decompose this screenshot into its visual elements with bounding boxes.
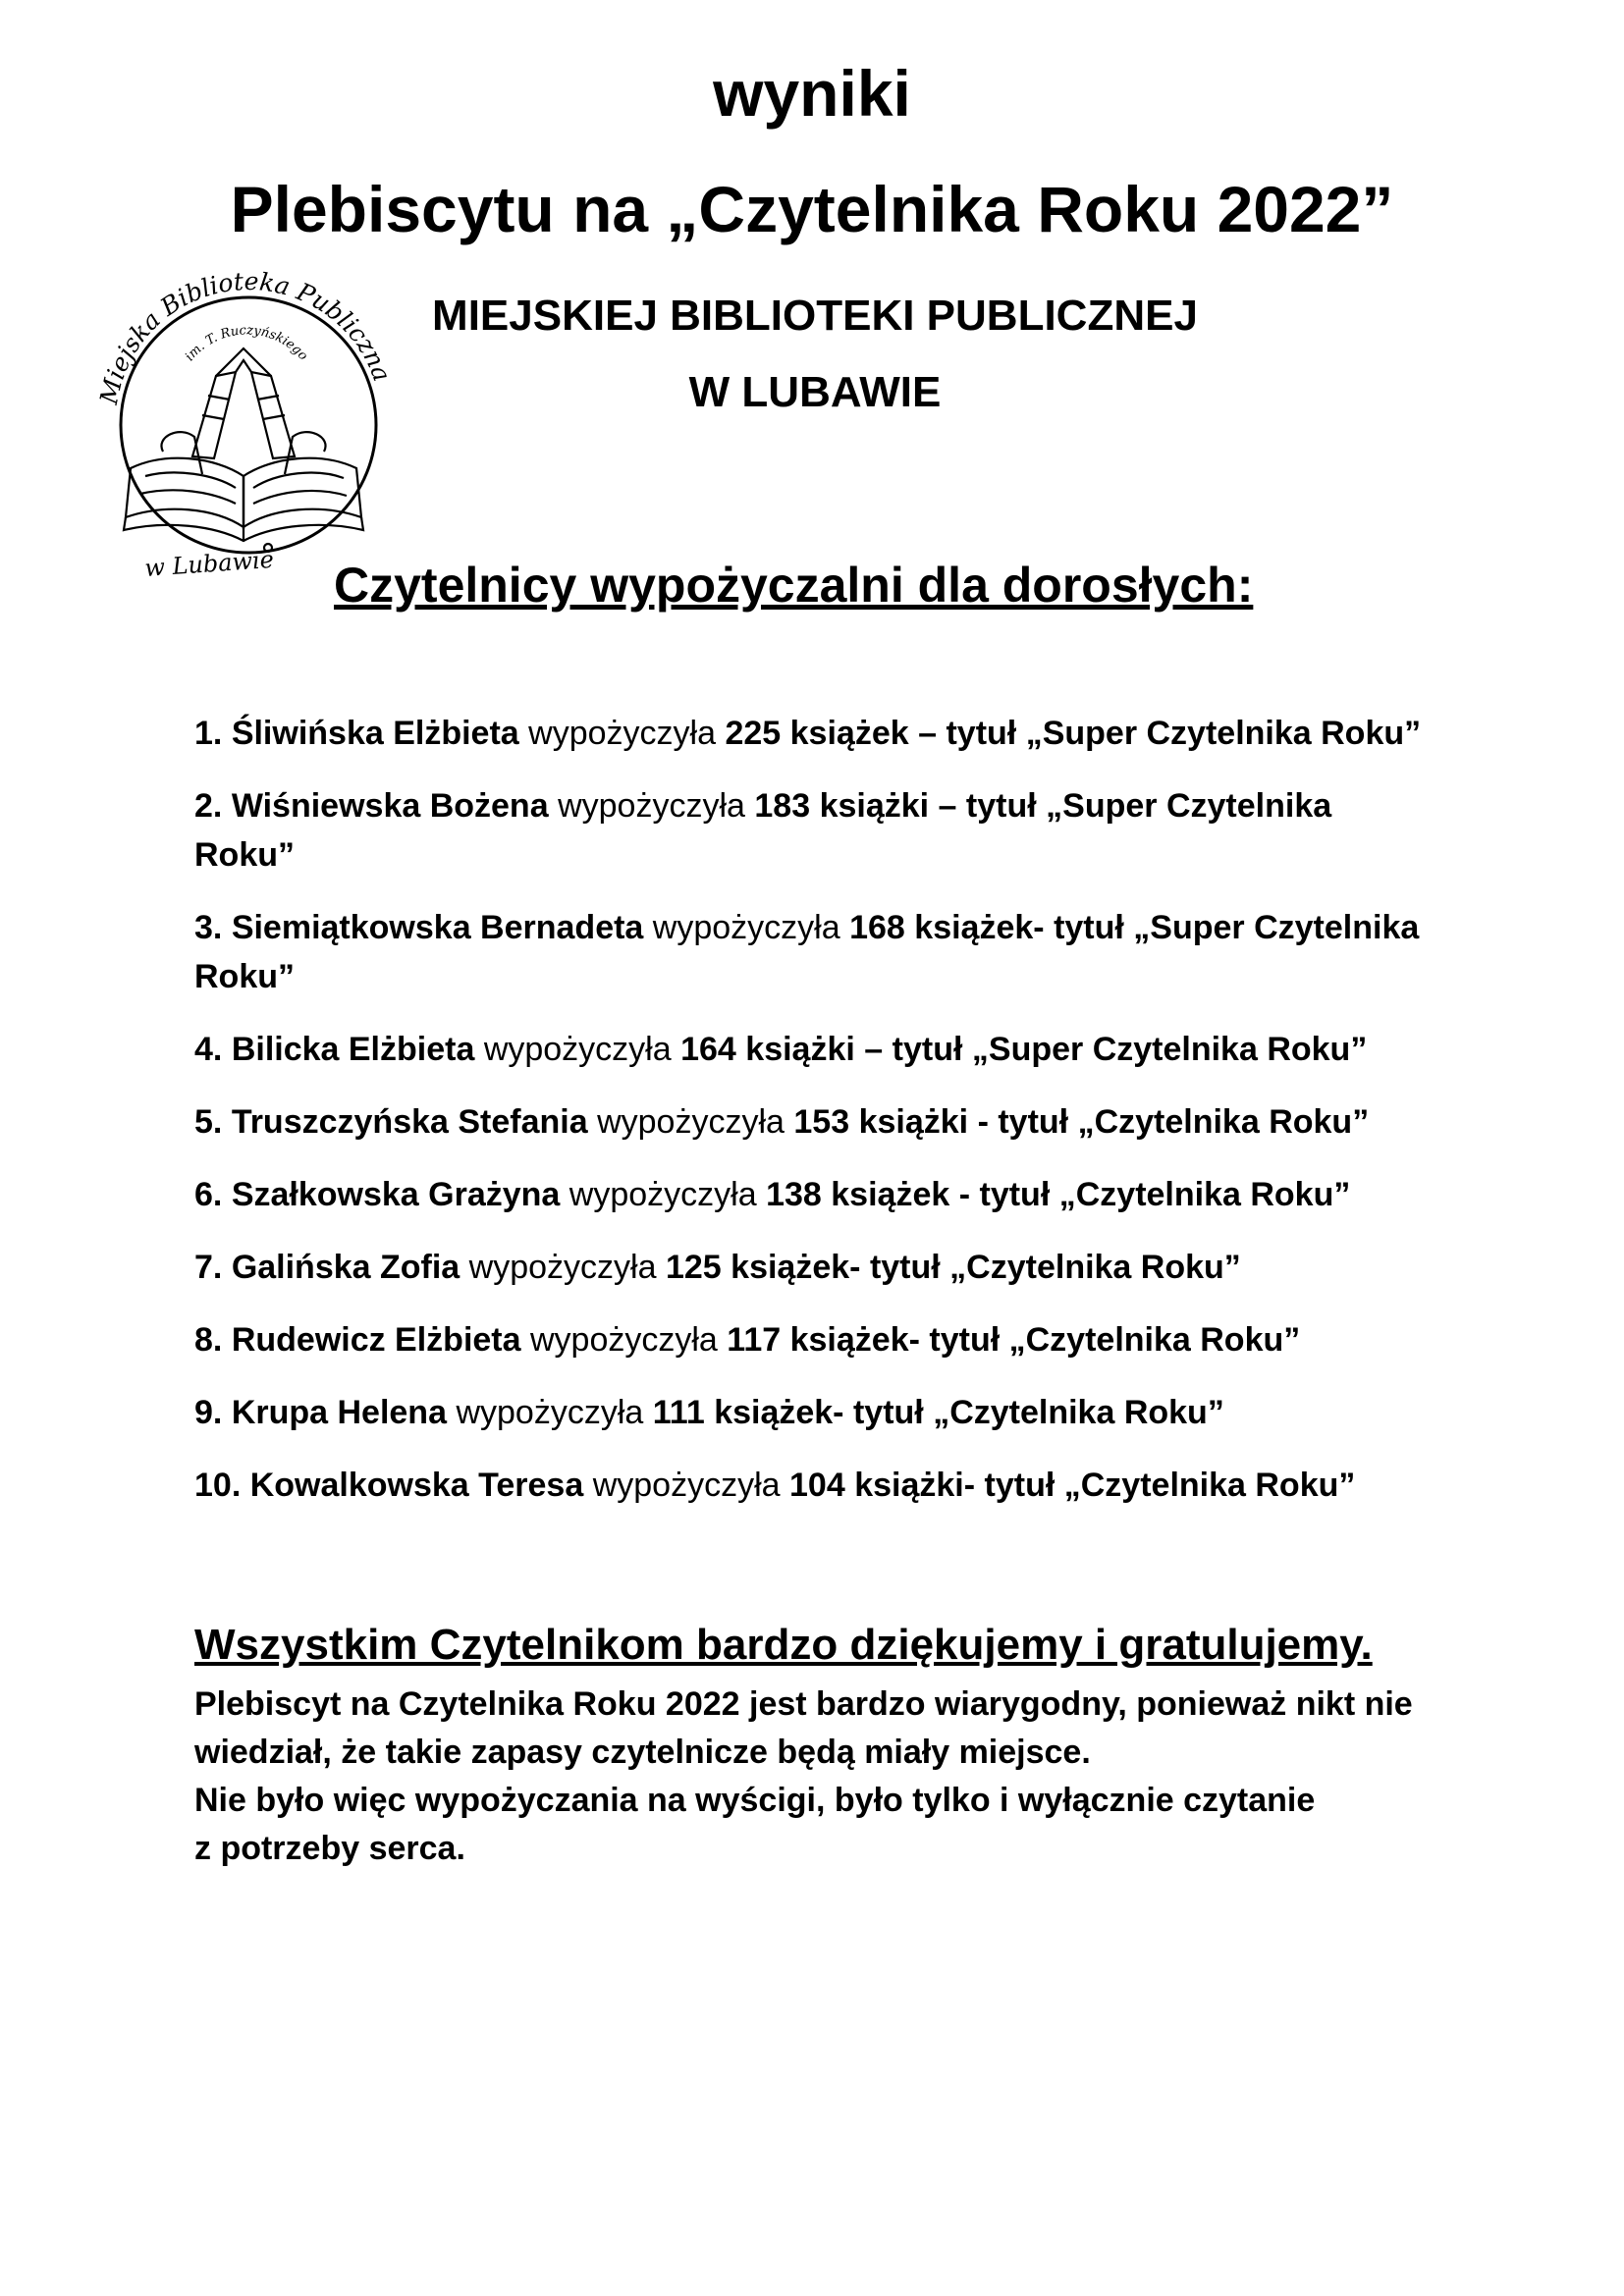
winner-rank: 9. xyxy=(194,1394,223,1431)
winner-count: 117 xyxy=(727,1321,782,1359)
winner-verb: wypożyczyła xyxy=(558,787,745,825)
winner-item xyxy=(194,1097,1432,1147)
winner-count: 125 xyxy=(665,1249,722,1286)
winner-title-label: tytuł xyxy=(852,1394,924,1431)
logo-inner-text: im. T. Ruczyńskiego xyxy=(182,323,311,364)
winner-verb: wypożyczyła xyxy=(483,1031,672,1068)
winner-item xyxy=(194,1315,1432,1364)
winner-name: Wiśniewska Bożena xyxy=(231,787,549,825)
winner-name: Siemiątkowska Bernadeta xyxy=(231,909,644,946)
winner-unit: książek- xyxy=(714,1394,844,1431)
winner-unit: książki xyxy=(819,787,930,825)
winner-name: Kowalkowska Teresa xyxy=(249,1467,584,1504)
winner-separator: – xyxy=(938,787,957,825)
logo-bottom-text: w Lubawie xyxy=(143,545,275,582)
winner-rank: 7. xyxy=(194,1249,223,1286)
winner-separator: - xyxy=(958,1176,971,1213)
thanks-heading: Wszystkim Czytelnikom bardzo dziękujemy i gratulujemy. xyxy=(194,1621,1373,1669)
winner-rank: 1. xyxy=(194,715,223,752)
winner-count: 164 xyxy=(680,1031,736,1068)
winner-name: Galińska Zofia xyxy=(231,1249,460,1286)
winner-item xyxy=(194,1243,1432,1292)
winner-item xyxy=(194,1388,1432,1437)
winner-unit: książek- xyxy=(914,909,1045,946)
winner-separator: – xyxy=(864,1031,884,1068)
winner-name: Rudewicz Elżbieta xyxy=(231,1321,521,1359)
winner-title-label: tytuł xyxy=(1054,909,1124,946)
winner-name: Bilicka Elżbieta xyxy=(231,1031,475,1068)
winner-verb: wypożyczyła xyxy=(568,1176,757,1213)
winner-verb: wypożyczyła xyxy=(597,1103,785,1141)
winner-title-label: tytuł xyxy=(869,1249,941,1286)
winner-rank: 8. xyxy=(194,1321,223,1359)
winner-verb: wypożyczyła xyxy=(652,909,840,946)
winner-verb: wypożyczyła xyxy=(456,1394,644,1431)
winner-rank: 10. xyxy=(194,1467,242,1504)
winner-unit: książki xyxy=(858,1103,969,1141)
winner-verb: wypożyczyła xyxy=(468,1249,657,1286)
winner-title-label: tytuł xyxy=(892,1031,963,1068)
winner-name: Szałkowska Grażyna xyxy=(231,1176,561,1213)
winner-verb: wypożyczyła xyxy=(530,1321,718,1359)
winner-award: „Czytelnika Roku” xyxy=(1008,1321,1301,1359)
winner-item xyxy=(194,1461,1432,1510)
winner-rank: 5. xyxy=(194,1103,223,1141)
svg-text:im. T. Ruczyńskiego xyxy=(183,323,310,364)
winner-item xyxy=(194,709,1432,758)
winner-title-label: tytuł xyxy=(946,715,1017,752)
winner-unit: książek- xyxy=(731,1249,861,1286)
winner-award: „Super Czytelnika Roku” xyxy=(194,787,1332,874)
winner-count: 153 xyxy=(793,1103,850,1141)
winner-award: „Czytelnika Roku” xyxy=(1077,1103,1370,1141)
winner-item xyxy=(194,1170,1432,1219)
winner-award: „Super Czytelnika Roku” xyxy=(1025,715,1422,752)
winner-name: Truszczyńska Stefania xyxy=(231,1103,588,1141)
winner-count: 183 xyxy=(754,787,811,825)
winner-item xyxy=(194,1025,1432,1074)
winner-unit: książki xyxy=(745,1031,855,1068)
book-arch-icon xyxy=(192,348,295,458)
winner-award: „Czytelnika Roku” xyxy=(933,1394,1224,1431)
winner-count: 168 xyxy=(849,909,905,946)
winner-title-label: tytuł xyxy=(998,1103,1069,1141)
winner-rank: 6. xyxy=(194,1176,223,1213)
winner-rank: 4. xyxy=(194,1031,223,1068)
section-title: Czytelnicy wypożyczalni dla dorosłych: xyxy=(334,558,1254,613)
winner-title-label: tytuł xyxy=(984,1467,1056,1504)
closing-line: Nie było więc wypożyczania na wyścigi, było tylko i wyłącznie czytanie xyxy=(194,1782,1316,1819)
closing-line: Plebiscyt na Czytelnika Roku 2022 jest bardzo wiarygodny, ponieważ nikt nie xyxy=(194,1685,1413,1723)
winner-unit: książek xyxy=(789,715,909,752)
closing-line: z potrzeby serca. xyxy=(194,1830,465,1867)
winner-title-label: tytuł xyxy=(979,1176,1051,1213)
winner-count: 111 xyxy=(652,1394,705,1431)
open-book-icon xyxy=(124,432,363,552)
winner-award: „Super Czytelnika Roku” xyxy=(194,909,1420,995)
winners-list xyxy=(194,709,1432,1533)
winner-unit: książek xyxy=(831,1176,950,1213)
winner-item xyxy=(194,903,1432,1001)
winner-verb: wypożyczyła xyxy=(592,1467,781,1504)
heading-results: wyniki xyxy=(713,57,911,130)
winner-name: Krupa Helena xyxy=(231,1394,447,1431)
winner-title-label: tytuł xyxy=(965,787,1037,825)
winner-name: Śliwińska Elżbieta xyxy=(231,715,519,752)
winner-count: 225 xyxy=(725,715,782,752)
winner-title-label: tytuł xyxy=(929,1321,1001,1359)
winner-unit: książki- xyxy=(854,1467,976,1504)
winner-award: „Czytelnika Roku” xyxy=(1058,1176,1351,1213)
logo-outer-text: Miejska Biblioteka Publiczna xyxy=(94,266,397,407)
winner-item xyxy=(194,781,1432,880)
closing-paragraph xyxy=(194,1681,1471,1873)
winner-award: „Czytelnika Roku” xyxy=(949,1249,1241,1286)
winner-rank: 2. xyxy=(194,787,223,825)
winner-count: 138 xyxy=(766,1176,822,1213)
winner-unit: książek- xyxy=(789,1321,920,1359)
winner-separator: - xyxy=(977,1103,989,1141)
heading-plebiscite: Plebiscytu na „Czytelnika Roku 2022” xyxy=(230,173,1394,245)
closing-line: wiedział, że takie zapasy czytelnicze będą miały miejsce. xyxy=(194,1734,1091,1771)
winner-award: „Czytelnika Roku” xyxy=(1063,1467,1356,1504)
library-logo xyxy=(86,250,410,584)
institution-location: W LUBAWIE xyxy=(688,368,942,416)
winner-rank: 3. xyxy=(194,909,223,946)
institution-name: MIEJSKIEJ BIBLIOTEKI PUBLICZNEJ xyxy=(432,292,1198,340)
winner-count: 104 xyxy=(789,1467,845,1504)
winner-separator: – xyxy=(918,715,938,752)
winner-award: „Super Czytelnika Roku” xyxy=(971,1031,1368,1068)
winner-verb: wypożyczyła xyxy=(528,715,716,752)
